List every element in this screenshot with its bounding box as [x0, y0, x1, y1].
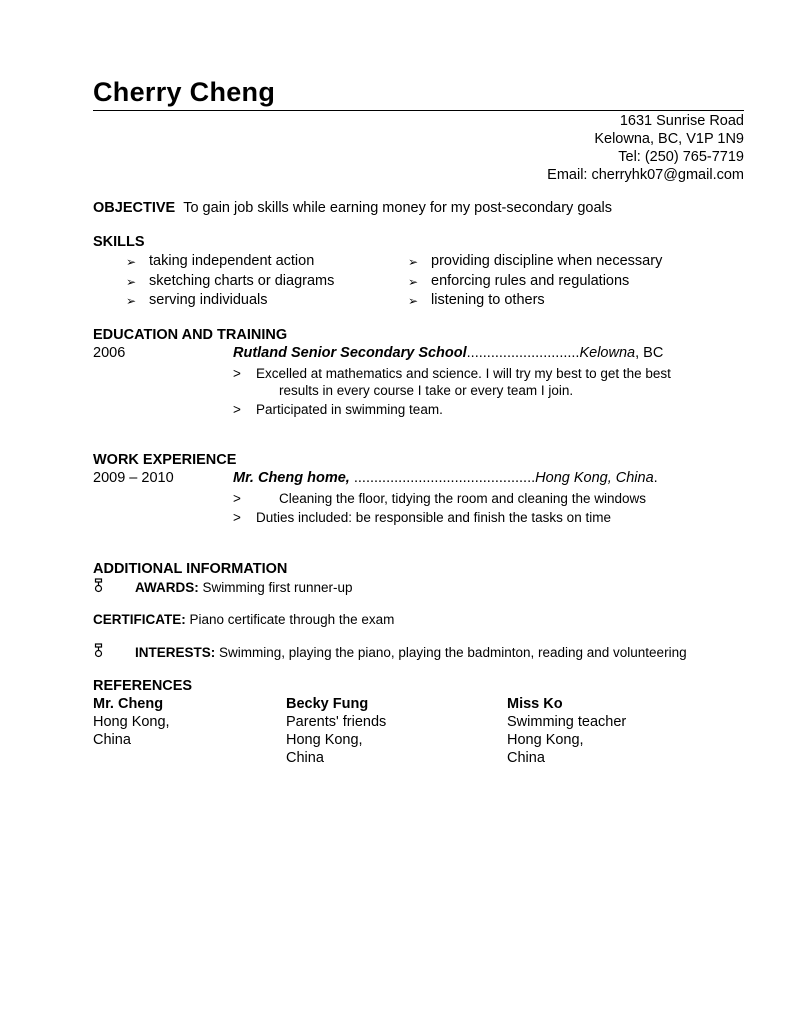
school-province: , BC	[635, 345, 664, 361]
work-heading: WORK EXPERIENCE	[93, 452, 237, 468]
skill-item: enforcing rules and regulations	[431, 273, 630, 289]
candidate-name: Cherry Cheng	[93, 77, 276, 107]
work-location: Hong Kong, China	[535, 470, 654, 486]
arrow-bullet-icon: ➢	[408, 275, 419, 289]
medal-bullet-icon	[94, 643, 103, 658]
reference-name: Becky Fung	[286, 696, 369, 712]
medal-bullet-icon	[94, 578, 103, 593]
interests-text: Swimming, playing the piano, playing the badminton, reading and volunteering	[219, 645, 687, 660]
skill-item: listening to others	[431, 292, 545, 308]
work-period-mark: .	[653, 470, 658, 486]
education-point: Excelled at mathematics and science. I will try my best to get the best	[256, 366, 671, 381]
reference-line: Hong Kong,	[507, 732, 584, 748]
work-years: 2009 – 2010	[93, 470, 174, 486]
arrow-bullet-icon: ➢	[126, 294, 137, 308]
work-point: Cleaning the floor, tidying the room and cleaning the windows	[279, 491, 646, 506]
list-marker: >	[233, 402, 241, 417]
reference-line: China	[93, 732, 131, 748]
address-street: 1631 Sunrise Road	[619, 113, 744, 129]
objective-heading: OBJECTIVE	[93, 200, 176, 216]
reference-line: China	[507, 750, 545, 766]
certificate-text: Piano certificate through the exam	[189, 612, 395, 627]
skills-heading: SKILLS	[93, 234, 145, 250]
reference-line: Swimming teacher	[507, 714, 627, 730]
interests-label: INTERESTS:	[135, 645, 216, 660]
reference-line: Parents' friends	[286, 714, 387, 730]
work-entry	[233, 470, 658, 486]
skill-item: serving individuals	[149, 292, 268, 308]
contact-phone: Tel: (250) 765-7719	[618, 149, 744, 165]
education-heading: EDUCATION AND TRAINING	[93, 327, 288, 343]
list-marker: >	[233, 491, 241, 506]
leader-dots: .............................................	[349, 470, 536, 486]
additional-heading: ADDITIONAL INFORMATION	[93, 561, 288, 577]
objective-text: To gain job skills while earning money for my post-secondary goals	[183, 200, 612, 216]
reference-line: Hong Kong,	[93, 714, 170, 730]
arrow-bullet-icon: ➢	[126, 275, 137, 289]
reference-line: China	[286, 750, 324, 766]
reference-name: Miss Ko	[507, 696, 563, 712]
objective-line	[93, 200, 612, 216]
certificate-label: CERTIFICATE:	[93, 612, 186, 627]
interests-line	[135, 645, 687, 660]
contact-email: Email: cherryhk07@gmail.com	[547, 167, 744, 183]
awards-label: AWARDS:	[135, 580, 199, 595]
school-city: Kelowna	[579, 345, 636, 361]
header-divider	[93, 110, 744, 111]
awards-text: Swimming first runner-up	[202, 580, 353, 595]
arrow-bullet-icon: ➢	[126, 255, 137, 269]
skill-item: taking independent action	[149, 253, 315, 269]
work-point: Duties included: be responsible and finish the tasks on time	[256, 510, 611, 525]
leader-dots: ............................	[466, 345, 580, 361]
list-marker: >	[233, 510, 241, 525]
education-year: 2006	[93, 345, 126, 361]
education-point-cont: results in every course I take or every team I join.	[279, 383, 574, 398]
references-heading: REFERENCES	[93, 678, 193, 694]
reference-name: Mr. Cheng	[93, 696, 164, 712]
skill-item: providing discipline when necessary	[431, 253, 663, 269]
employer-name: Mr. Cheng home,	[233, 470, 350, 486]
certificate-line	[93, 612, 394, 627]
awards-line	[135, 580, 353, 595]
arrow-bullet-icon: ➢	[408, 255, 419, 269]
education-point: Participated in swimming team.	[256, 402, 443, 417]
arrow-bullet-icon: ➢	[408, 294, 419, 308]
education-entry	[233, 345, 663, 361]
address-city: Kelowna, BC, V1P 1N9	[594, 131, 744, 147]
school-name: Rutland Senior Secondary School	[233, 345, 467, 361]
list-marker: >	[233, 366, 241, 381]
skill-item: sketching charts or diagrams	[149, 273, 335, 289]
reference-line: Hong Kong,	[286, 732, 363, 748]
